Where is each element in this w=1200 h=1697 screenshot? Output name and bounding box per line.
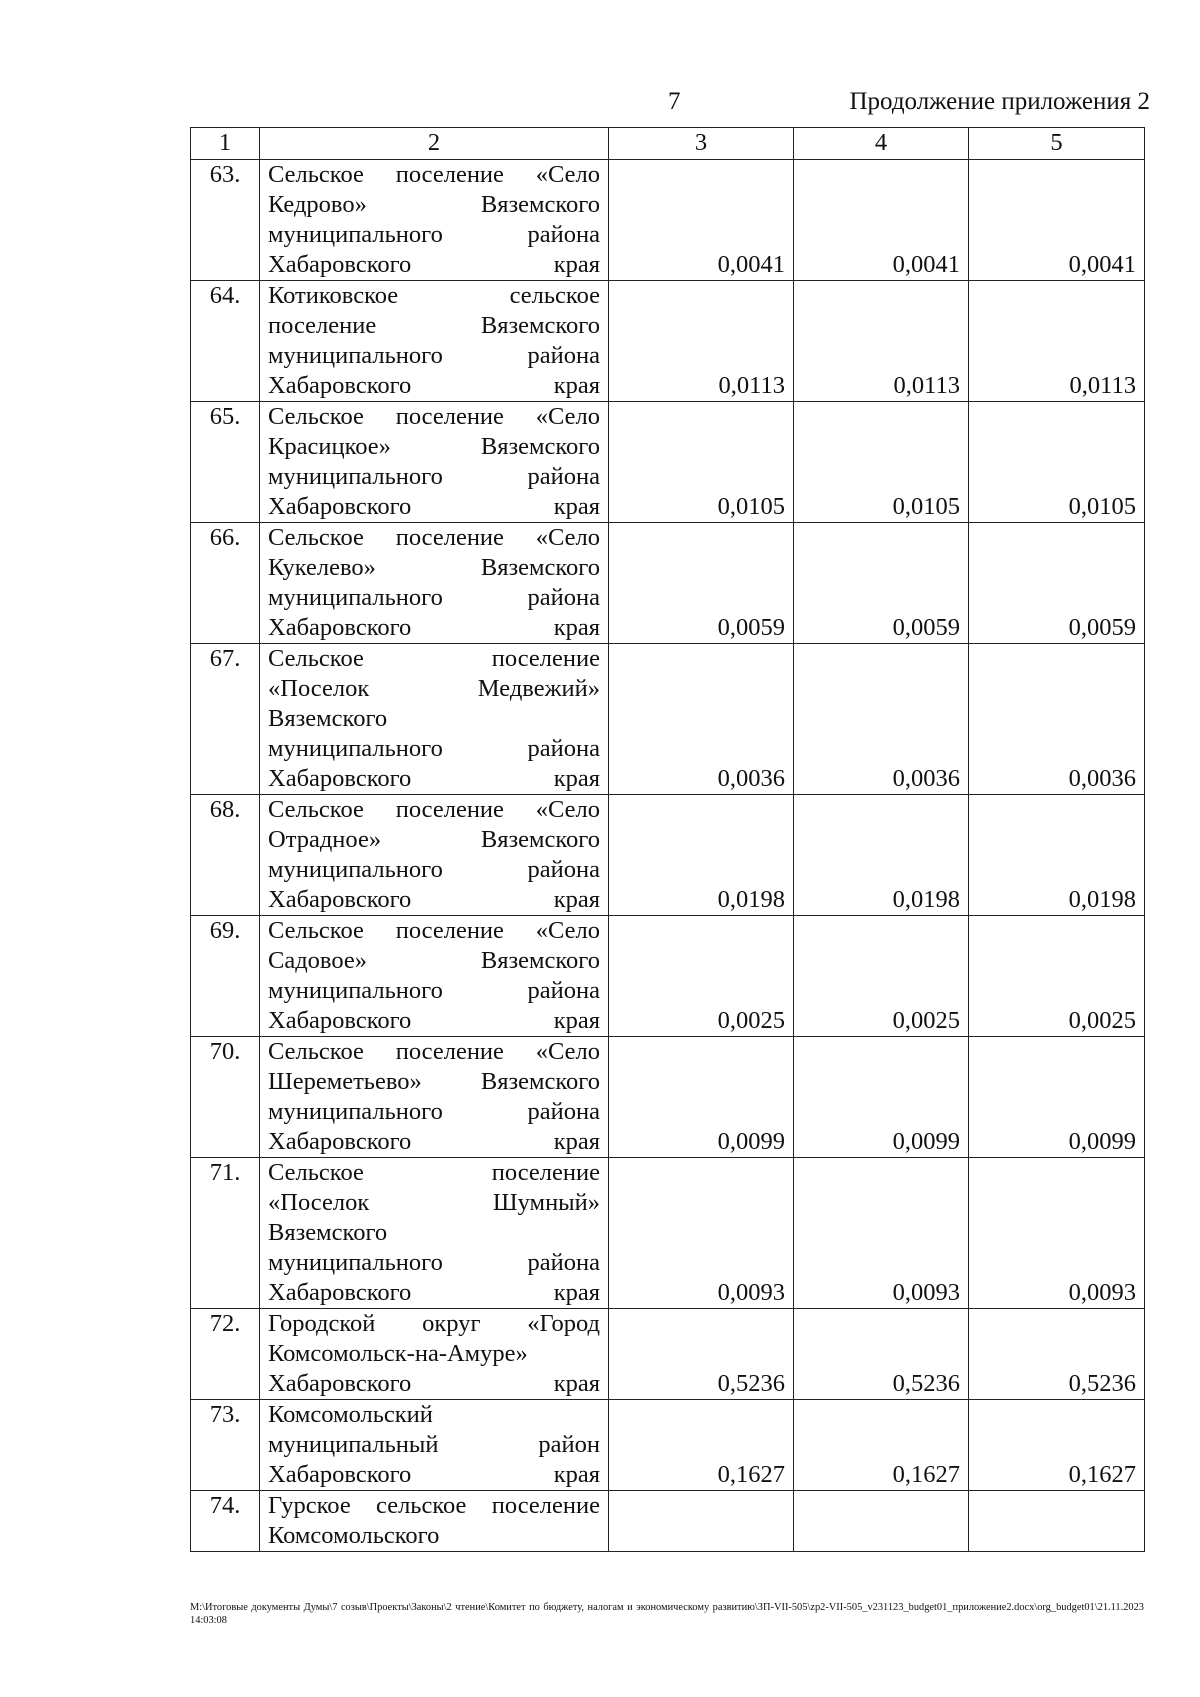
name-line: Шереметьево» Вяземского: [268, 1068, 600, 1095]
value-col3: 0,0105: [609, 402, 794, 523]
name-line: Хабаровского края: [268, 372, 600, 399]
name-line: муниципального района: [268, 856, 600, 883]
value-col5: 0,0198: [969, 795, 1145, 916]
municipality-name: [260, 644, 609, 795]
name-line: Отрадное» Вяземского: [268, 826, 600, 853]
row-number: 74.: [191, 1491, 260, 1552]
municipality-name: [260, 795, 609, 916]
table-row: [191, 795, 1145, 916]
value-col5: 0,0113: [969, 281, 1145, 402]
row-number: 66.: [191, 523, 260, 644]
value-col4: 0,0113: [794, 281, 969, 402]
column-header-2: 2: [260, 128, 609, 160]
name-line: поселение Вяземского: [268, 312, 600, 339]
table-row: [191, 1491, 1145, 1552]
name-line: Красицкое» Вяземского: [268, 433, 600, 460]
value-col3: 0,5236: [609, 1309, 794, 1400]
name-line: муниципального района: [268, 463, 600, 490]
value-col5: 0,0093: [969, 1158, 1145, 1309]
value-col3: 0,0099: [609, 1037, 794, 1158]
table-row: [191, 1158, 1145, 1309]
value-col4: 0,0093: [794, 1158, 969, 1309]
table-row: [191, 1037, 1145, 1158]
name-line: Хабаровского края: [268, 886, 600, 913]
municipality-name: [260, 523, 609, 644]
name-line: Котиковское сельское: [268, 282, 600, 309]
file-path-footer: М:\Итоговые документы Думы\7 созыв\Проекты\Законы\2 чтение\Комитет по бюджету, налогам и экономическому развитию\ЗП-VII-505\zp2-VII-505_v231123_budget01_приложение2.docx\org_budget01\21.11.2023 14:03:08: [190, 1602, 1144, 1626]
table-row: [191, 1309, 1145, 1400]
name-line: Вяземского: [268, 1219, 388, 1246]
column-header-3: 3: [609, 128, 794, 160]
name-line: муниципального района: [268, 735, 600, 762]
table-header-row: [191, 128, 1145, 160]
value-col5: 0,1627: [969, 1400, 1145, 1491]
value-col4: 0,0025: [794, 916, 969, 1037]
value-col5: [969, 1491, 1145, 1552]
name-line: Гурское сельское поселение: [268, 1492, 600, 1519]
row-number: 65.: [191, 402, 260, 523]
value-col3: 0,0198: [609, 795, 794, 916]
name-line: муниципального района: [268, 1249, 600, 1276]
name-line: «Поселок Шумный»: [268, 1189, 600, 1216]
name-line: Комсомольского: [268, 1522, 440, 1549]
municipality-name: [260, 916, 609, 1037]
name-line: Хабаровского края: [268, 614, 600, 641]
name-line: муниципального района: [268, 342, 600, 369]
table-row: [191, 916, 1145, 1037]
value-col5: 0,0059: [969, 523, 1145, 644]
table-row: [191, 281, 1145, 402]
table-row: [191, 402, 1145, 523]
table-row: [191, 160, 1145, 281]
row-number: 69.: [191, 916, 260, 1037]
row-number: 68.: [191, 795, 260, 916]
municipality-name: [260, 1491, 609, 1552]
name-line: муниципального района: [268, 221, 600, 248]
name-line: Сельское поселение «Село: [268, 796, 600, 823]
appendix-continuation-title: Продолжение приложения 2: [849, 88, 1150, 115]
name-line: муниципальный район: [268, 1431, 600, 1458]
value-col3: 0,0059: [609, 523, 794, 644]
name-line: Хабаровского края: [268, 1279, 600, 1306]
value-col5: 0,0105: [969, 402, 1145, 523]
name-line: Сельское поселение: [268, 1159, 600, 1186]
value-col3: 0,1627: [609, 1400, 794, 1491]
value-col3: 0,0025: [609, 916, 794, 1037]
municipality-name: [260, 1037, 609, 1158]
row-number: 71.: [191, 1158, 260, 1309]
value-col3: 0,0036: [609, 644, 794, 795]
value-col4: 0,0036: [794, 644, 969, 795]
value-col3: [609, 1491, 794, 1552]
municipality-name: [260, 160, 609, 281]
name-line: «Поселок Медвежий»: [268, 675, 600, 702]
value-col3: 0,0041: [609, 160, 794, 281]
name-line: Сельское поселение «Село: [268, 403, 600, 430]
row-number: 63.: [191, 160, 260, 281]
row-number: 70.: [191, 1037, 260, 1158]
name-line: Хабаровского края: [268, 765, 600, 792]
value-col5: 0,0036: [969, 644, 1145, 795]
row-number: 64.: [191, 281, 260, 402]
table-row: [191, 523, 1145, 644]
name-line: муниципального района: [268, 584, 600, 611]
name-line: Сельское поселение «Село: [268, 524, 600, 551]
name-line: Сельское поселение: [268, 645, 600, 672]
name-line: Хабаровского края: [268, 1461, 600, 1488]
name-line: Садовое» Вяземского: [268, 947, 600, 974]
name-line: Хабаровского края: [268, 251, 600, 278]
municipality-name: [260, 1158, 609, 1309]
value-col5: 0,0041: [969, 160, 1145, 281]
value-col4: 0,0099: [794, 1037, 969, 1158]
name-line: Хабаровского края: [268, 1128, 600, 1155]
page-number: 7: [668, 88, 681, 115]
name-line: Кедрово» Вяземского: [268, 191, 600, 218]
value-col5: 0,0025: [969, 916, 1145, 1037]
value-col4: 0,0041: [794, 160, 969, 281]
table-row: [191, 1400, 1145, 1491]
name-line: Вяземского: [268, 705, 388, 732]
value-col5: 0,0099: [969, 1037, 1145, 1158]
name-line: Городской округ «Город: [268, 1310, 600, 1337]
value-col4: 0,0059: [794, 523, 969, 644]
appendix-table: [190, 127, 1145, 1552]
row-number: 67.: [191, 644, 260, 795]
column-header-1: 1: [191, 128, 260, 160]
name-line: Хабаровского края: [268, 1370, 600, 1397]
name-line: Хабаровского края: [268, 493, 600, 520]
name-line: муниципального района: [268, 1098, 600, 1125]
value-col4: [794, 1491, 969, 1552]
value-col4: 0,1627: [794, 1400, 969, 1491]
value-col4: 0,0105: [794, 402, 969, 523]
name-line: Комсомольск-на-Амуре»: [268, 1340, 528, 1367]
municipality-name: [260, 1309, 609, 1400]
name-line: Комсомольский: [268, 1401, 433, 1428]
row-number: 73.: [191, 1400, 260, 1491]
column-header-5: 5: [969, 128, 1145, 160]
name-line: Сельское поселение «Село: [268, 161, 600, 188]
name-line: Кукелево» Вяземского: [268, 554, 600, 581]
table-row: [191, 644, 1145, 795]
value-col3: 0,0113: [609, 281, 794, 402]
value-col3: 0,0093: [609, 1158, 794, 1309]
name-line: Сельское поселение «Село: [268, 1038, 600, 1065]
municipality-name: [260, 1400, 609, 1491]
name-line: муниципального района: [268, 977, 600, 1004]
name-line: Сельское поселение «Село: [268, 917, 600, 944]
value-col4: 0,0198: [794, 795, 969, 916]
value-col4: 0,5236: [794, 1309, 969, 1400]
column-header-4: 4: [794, 128, 969, 160]
municipality-name: [260, 402, 609, 523]
municipality-name: [260, 281, 609, 402]
name-line: Хабаровского края: [268, 1007, 600, 1034]
value-col5: 0,5236: [969, 1309, 1145, 1400]
row-number: 72.: [191, 1309, 260, 1400]
